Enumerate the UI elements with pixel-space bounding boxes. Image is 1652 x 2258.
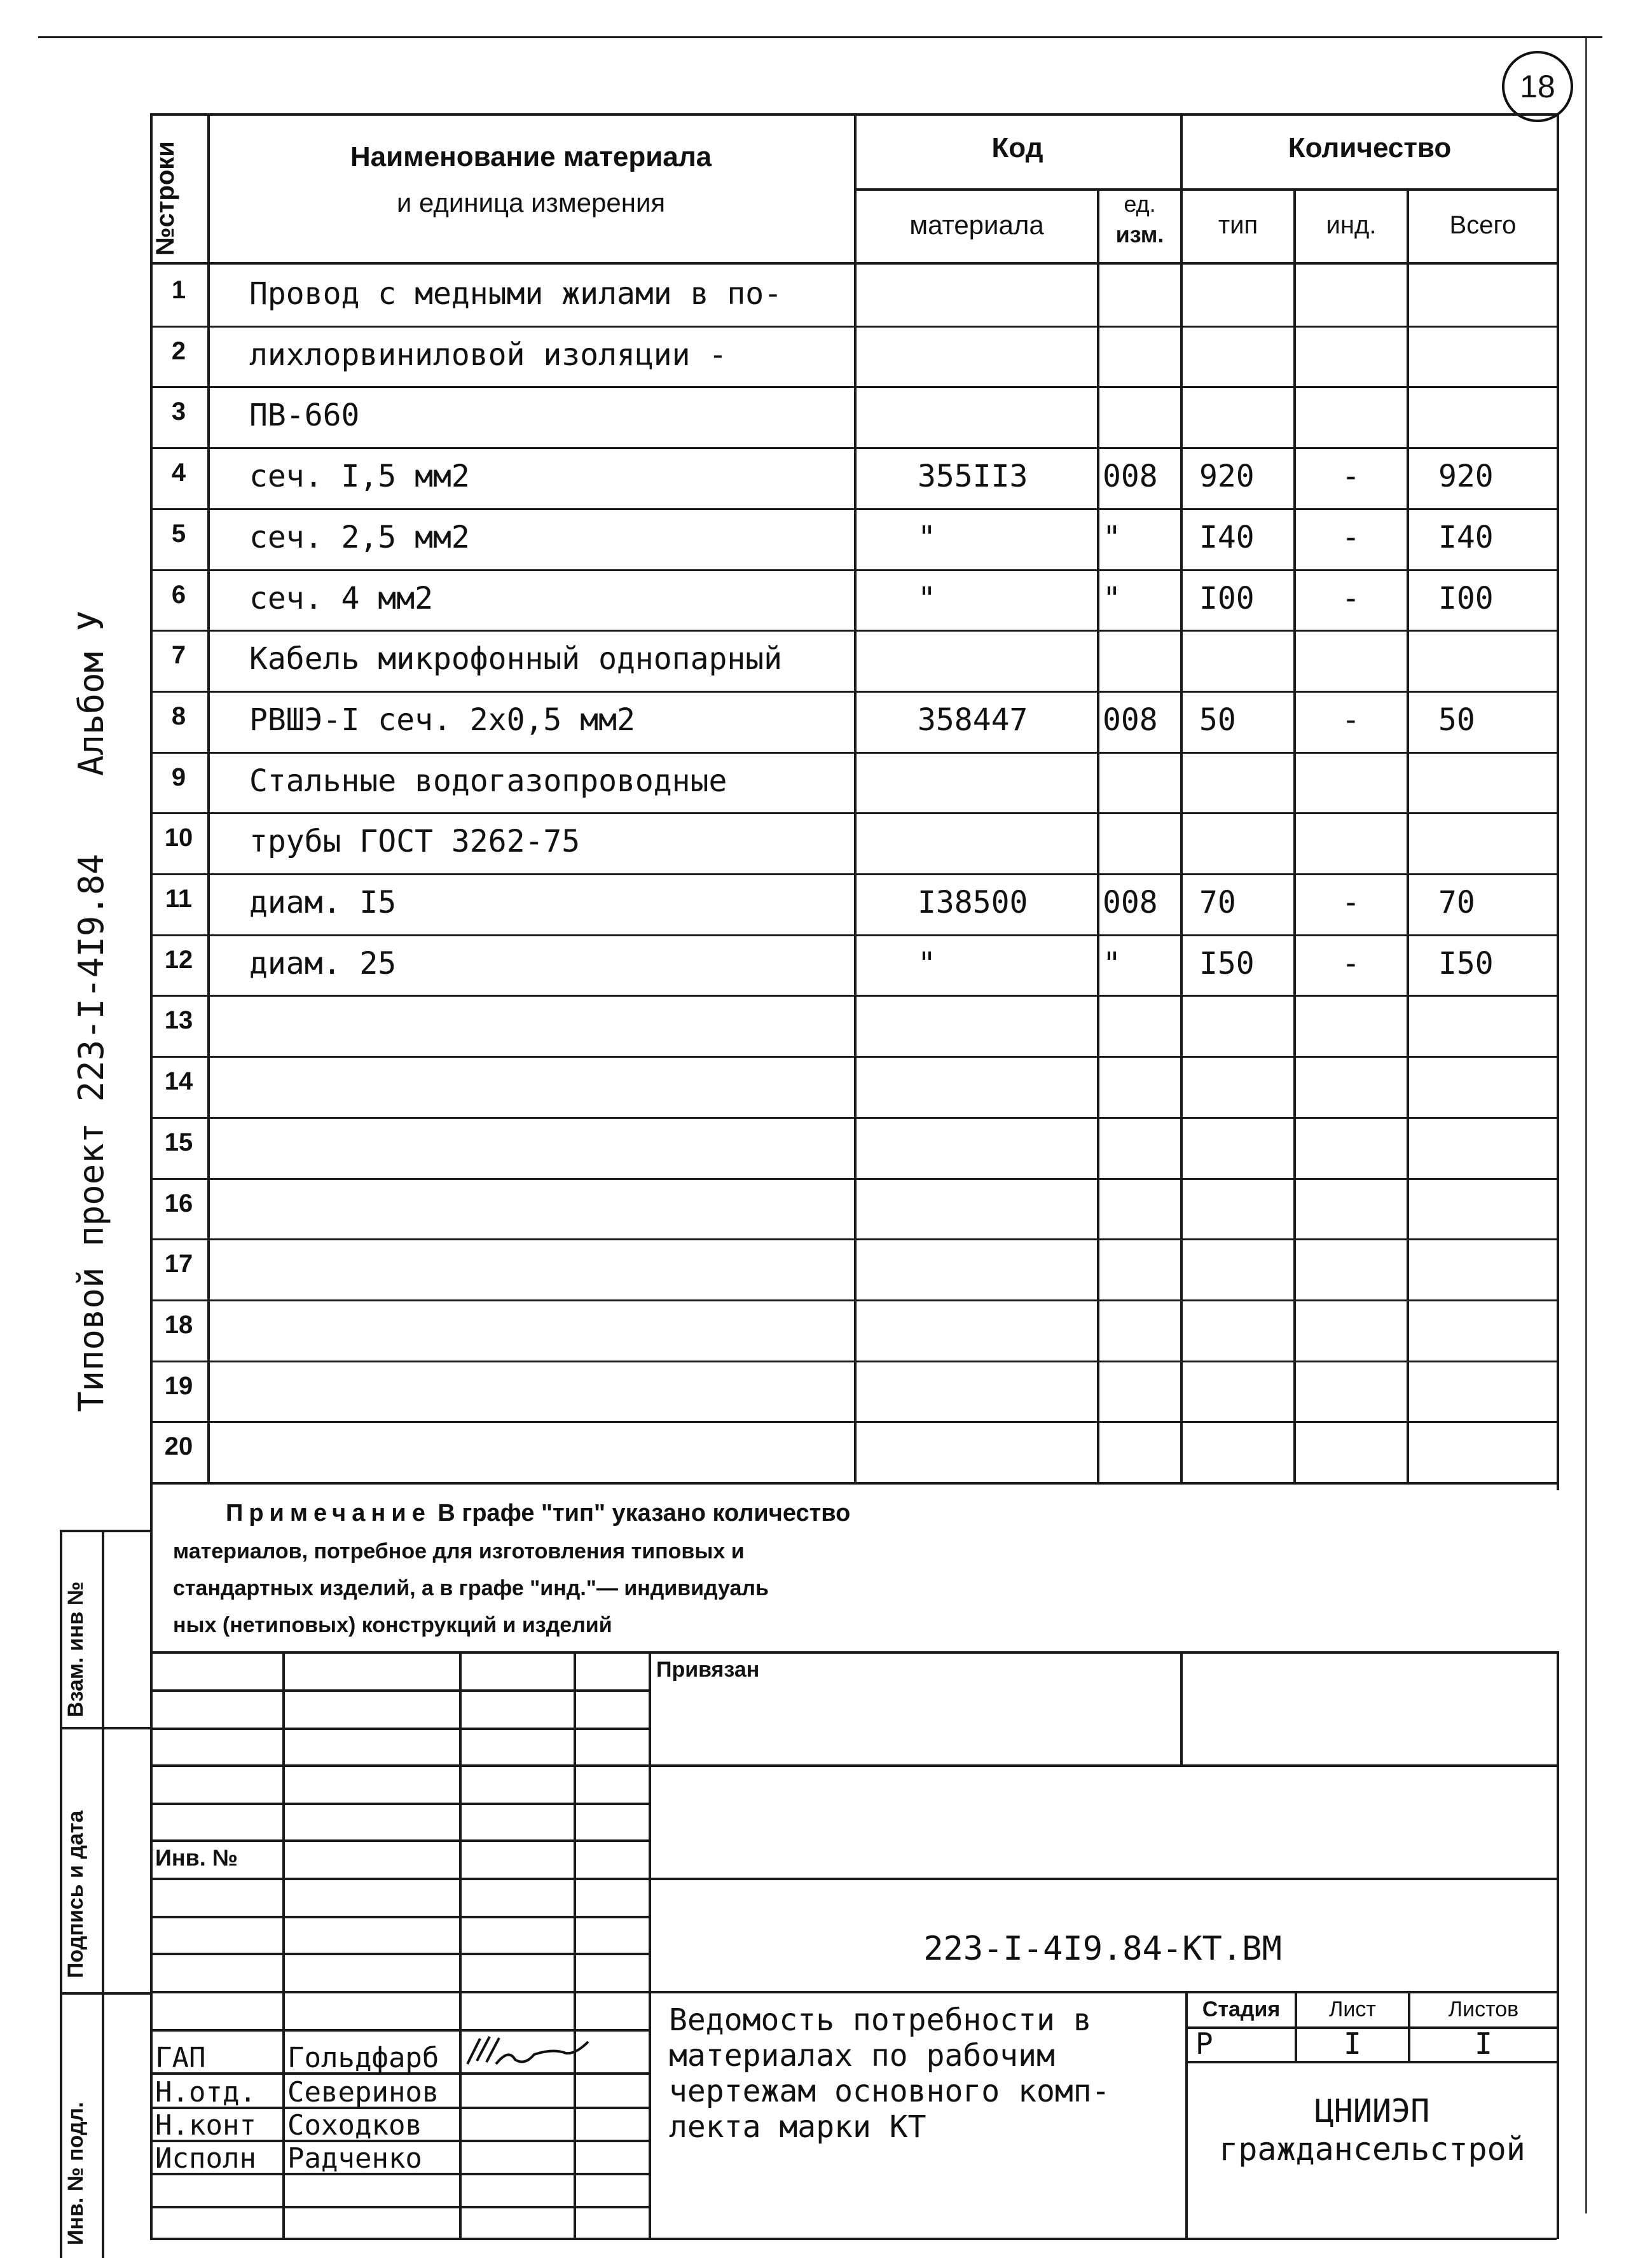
right-edge-line [1585,38,1587,2213]
header-unit-line2: изм. [1115,221,1164,247]
row-separator [150,752,1557,754]
side-strip-sep2 [60,1992,150,1995]
material-name: Кабель микрофонный однопарный [249,641,783,677]
material-name: трубы ГОСТ 3262-75 [249,824,581,859]
row-number: 2 [171,337,186,365]
side-label-inv-podl: Инв. № подл. [64,2102,88,2245]
header-ind: инд. [1326,211,1377,239]
side-strip-left [60,1530,62,2258]
inv-no-label: Инв. № [155,1845,238,1871]
qty-total: I00 [1438,581,1494,616]
col-sep-unit [1180,113,1183,1484]
material-code: 355II3 [918,459,1028,494]
qty-ind: - [1342,946,1360,981]
row-separator [150,1299,1557,1301]
row-number: 1 [171,276,186,304]
tb-h2 [150,1728,649,1730]
header-bottom-line [150,262,1557,265]
page-number [1502,51,1573,122]
material-code: " [918,946,936,981]
material-name: сеч. 2,5 мм2 [249,520,470,555]
row-separator [150,569,1557,571]
tb-privyazan-sep [1180,1651,1183,1766]
note-line3: стандартных изделий, а в графе "инд."— индивидуаль [173,1576,769,1600]
sheet-label: Лист [1329,1997,1376,2021]
row-number: 15 [164,1128,193,1156]
row-separator [150,1056,1557,1058]
header-row-no: №строки [151,141,179,256]
signer-role: Н.конт [155,2109,256,2142]
row-number: 6 [171,581,186,609]
material-code: " [918,520,936,555]
signer-name: Гольдфарб [287,2042,439,2074]
sheets-label: Листов [1448,1997,1519,2021]
header-mid-line [854,188,1557,191]
note-text1: В графе "тип" указано количество [437,1500,851,1527]
unit-code: " [1103,581,1121,616]
doc-title-line1: Ведомость потребности в [669,2002,1092,2038]
note-line2: материалов, потребное для изготовления типовых и [173,1539,745,1563]
stage-label: Стадия [1202,1997,1281,2021]
side-strip-top [60,1530,150,1532]
row-number: 10 [164,824,193,852]
tb-h5 [150,1839,649,1842]
note-line1 [226,1500,850,1527]
material-name: диам. I5 [249,885,397,920]
row-number: 20 [164,1432,193,1460]
qty-typ: I40 [1199,520,1255,555]
row-separator [150,508,1557,510]
org-line1: ЦНИИЭП [1314,2093,1430,2130]
qty-typ: 50 [1199,702,1236,738]
note-label: Примечание [226,1500,431,1527]
row-number: 17 [164,1250,193,1278]
tb-right-h2 [649,1878,1557,1880]
signer-name: Радченко [287,2142,422,2175]
qty-typ: I50 [1199,946,1255,981]
qty-total: 920 [1438,459,1494,494]
tb-stage-h2 [1185,2061,1557,2063]
sheet-value: I [1344,2026,1361,2061]
doc-title-line4: лекта марки КТ [669,2109,926,2145]
signer-role: Исполн [155,2142,256,2175]
tb-h6 [150,1878,649,1880]
qty-typ: 70 [1199,885,1236,920]
sheets-value: I [1475,2026,1492,2061]
doc-title-line3: чертежам основного комп- [669,2074,1110,2109]
row-separator [150,691,1557,693]
col-sep-ind [1407,188,1409,1484]
header-total: Всего [1449,211,1517,239]
tb-h3 [150,1764,649,1767]
material-name: сеч. I,5 мм2 [249,459,470,494]
material-code: I38500 [918,885,1028,920]
privyazan-label: Привязан [656,1658,760,1682]
qty-ind: - [1342,459,1360,494]
org-line2: граждансельстрой [1219,2131,1525,2168]
row-separator [150,934,1557,936]
tb-h7 [150,1916,649,1918]
col-sep-typ [1293,188,1296,1484]
note-line4: ных (нетиповых) конструкций и изделий [173,1613,612,1637]
tb-right-h1 [649,1764,1557,1767]
material-name: лихлорвиниловой изоляции - [249,337,727,373]
row-number: 7 [171,641,186,669]
row-number: 16 [164,1189,193,1217]
qty-ind: - [1342,581,1360,616]
row-separator [150,386,1557,388]
row-number: 18 [164,1311,193,1339]
row-number: 13 [164,1006,193,1034]
unit-code: 008 [1103,459,1158,494]
tb-h8 [150,1953,649,1955]
qty-ind: - [1342,702,1360,738]
row-number: 3 [171,398,186,426]
material-name: Стальные водогазопроводные [249,763,727,799]
material-name: РВШЭ-I сеч. 2х0,5 мм2 [249,702,635,738]
row-separator [150,1238,1557,1240]
tb-v1 [282,1651,285,2238]
qty-ind: - [1342,520,1360,555]
unit-code: 008 [1103,885,1158,920]
doc-title-line2: материалах по рабочим [669,2038,1055,2074]
qty-total: 70 [1438,885,1475,920]
row-separator [150,995,1557,997]
tb-right-h3 [649,1991,1557,1993]
row-number: 5 [171,520,186,548]
row-number: 11 [165,885,193,913]
tb-top [150,1651,1557,1654]
tb-left [150,1482,153,2239]
col-sep-rownum [207,113,210,1484]
side-caption-album: Альбом У [71,610,111,776]
col-sep-code [1097,188,1099,1484]
signature-image [464,2029,591,2074]
page-number-text: 18 [1520,69,1555,104]
row-number: 8 [171,702,186,730]
tb-bottom [150,2238,1557,2240]
header-code: Код [991,132,1043,163]
header-unit-line1: ед. [1124,191,1156,217]
header-top-line [150,113,1557,116]
qty-total: 50 [1438,702,1475,738]
qty-total: I50 [1438,946,1494,981]
tb-h15 [150,2206,649,2208]
signer-role: ГАП [155,2042,206,2074]
side-label-vzam: Взам. инв № [64,1581,88,1717]
header-quantity: Количество [1288,132,1452,163]
qty-ind: - [1342,885,1360,920]
material-name: сеч. 4 мм2 [249,581,433,616]
side-strip-sep1 [60,1727,150,1729]
top-rule [38,36,1602,38]
tb-v3 [574,1651,576,2238]
side-strip-right [102,1530,104,2258]
stage-value: Р [1195,2026,1213,2061]
header-typ: тип [1218,211,1258,239]
tb-right [1557,1651,1559,2239]
side-label-podpis: Подпись и дата [64,1810,88,1978]
col-sep-name [854,113,857,1484]
row-separator [150,1361,1557,1362]
document-code: 223-I-4I9.84-КТ.ВМ [923,1930,1282,1968]
header-name-line2: и единица измерения [396,188,666,218]
signer-name: Соходков [287,2109,422,2142]
header-material: материала [909,210,1044,240]
table-bottom-line [150,1482,1557,1485]
row-number: 4 [171,459,186,487]
tb-v2 [459,1651,462,2238]
material-code: 358447 [918,702,1028,738]
signer-name: Северинов [287,2076,439,2109]
row-number: 12 [164,946,193,974]
side-caption-project: Типовой проект 223-I-4I9.84 [71,854,111,1412]
material-code: " [918,581,936,616]
row-separator [150,326,1557,328]
row-separator [150,630,1557,632]
unit-code: " [1103,946,1121,981]
unit-code: " [1103,520,1121,555]
table-right-border [1557,113,1559,1490]
material-name: ПВ-660 [249,398,360,433]
header-name-line1: Наименование материала [350,141,712,172]
qty-typ: 920 [1199,459,1255,494]
tb-h9 [150,1991,649,1993]
row-number: 14 [164,1067,193,1095]
row-separator [150,447,1557,449]
row-separator [150,1117,1557,1119]
row-separator [150,873,1557,875]
qty-total: I40 [1438,520,1494,555]
row-separator [150,812,1557,814]
row-number: 19 [164,1372,193,1400]
tb-h4 [150,1803,649,1805]
tb-h1 [150,1689,649,1692]
qty-typ: I00 [1199,581,1255,616]
material-name: диам. 25 [249,946,397,981]
row-number: 9 [171,763,186,791]
material-name: Провод с медными жилами в по- [249,276,783,312]
row-separator [150,1421,1557,1423]
row-separator [150,1178,1557,1180]
unit-code: 008 [1103,702,1158,738]
signer-role: Н.отд. [155,2076,256,2109]
